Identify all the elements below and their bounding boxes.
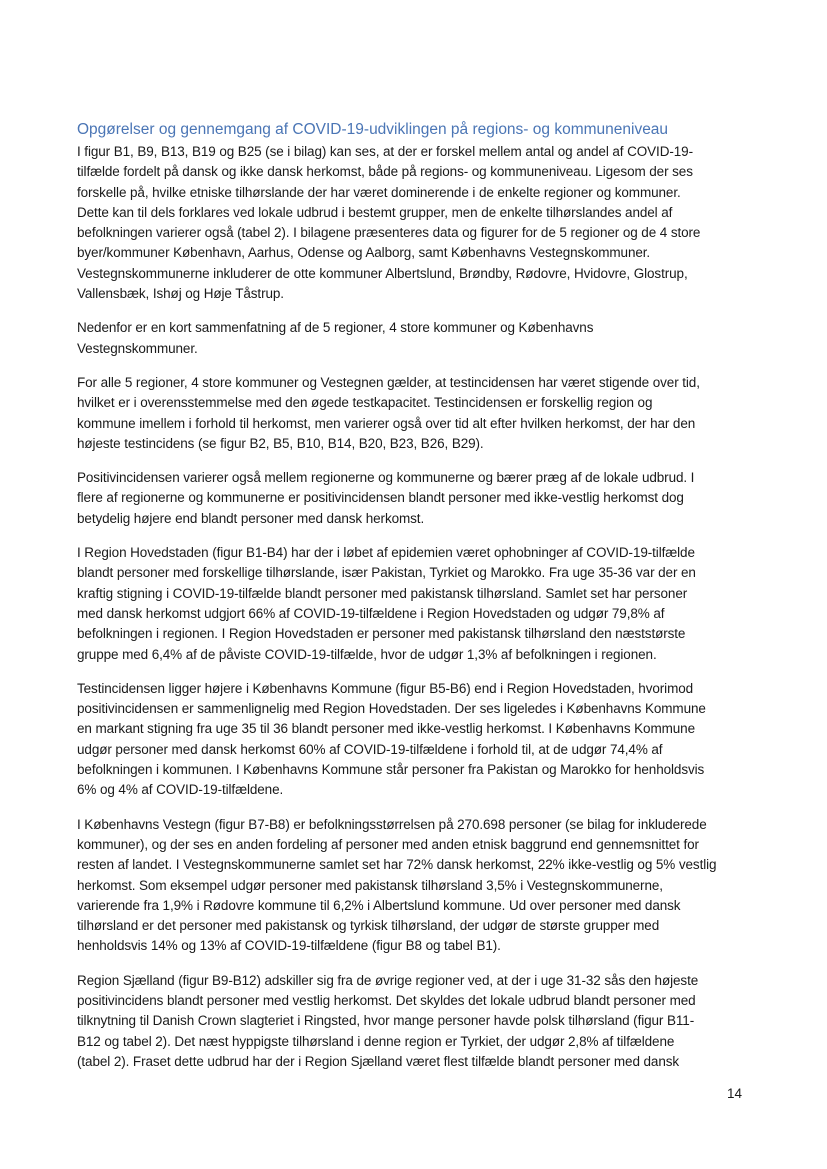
- paragraph-line: varierende fra 1,9% i Rødovre kommune til 6,2% i Albertslund kommune. Ud over personer med dansk: [77, 897, 681, 913]
- paragraph-line: kraftig stigning i COVID-19-tilfælde blandt personer med pakistansk tilhørsland. Samlet set har personer: [77, 585, 688, 601]
- paragraph-line: I Københavns Vestegn (figur B7-B8) er befolkningsstørrelsen på 270.698 personer (se bilag for inkluderede: [77, 816, 707, 832]
- paragraph-line: herkomst. Som eksempel udgør personer med pakistansk tilhørsland 3,5% i Vestegnskommunerne,: [77, 877, 663, 893]
- paragraph-line: befolkningen i regionen. I Region Hovedstaden er personer med pakistansk tilhørsland den næststørste: [77, 626, 686, 642]
- body-text: [77, 142, 757, 1086]
- paragraph: [77, 142, 757, 304]
- paragraph-line: Testincidensen ligger højere i Københavns Kommune (figur B5-B6) end i Region Hovedstaden, hvorimod: [77, 680, 694, 696]
- paragraph-line: tilhørsland er det personer med pakistansk og tyrkisk tilhørsland, der udgør de største grupper med: [77, 918, 660, 934]
- section-heading: Opgørelser og gennemgang af COVID-19-udviklingen på regions- og kommuneniveau: [77, 121, 669, 138]
- paragraph: [77, 971, 757, 1072]
- paragraph-line: (tabel 2). Fraset dette udbrud har der i Region Sjælland været flest tilfælde blandt personer med dansk: [77, 1053, 680, 1069]
- paragraph-line: Vallensbæk, Ishøj og Høje Tåstrup.: [77, 286, 284, 302]
- paragraph-line: Dette kan til dels forklares ved lokale udbrud i bestemt grupper, men de enkelte tilhørslandes andel af: [77, 204, 673, 220]
- paragraph-line: Vestegnskommuner.: [77, 340, 198, 356]
- paragraph: [77, 679, 757, 801]
- paragraph-line: henholdsvis 14% og 13% af COVID-19-tilfældene (figur B8 og tabel B1).: [77, 938, 501, 954]
- paragraph-line: højeste testincidens (se figur B2, B5, B10, B14, B20, B23, B26, B29).: [77, 435, 484, 451]
- paragraph: [77, 318, 757, 359]
- paragraph-line: tilfælde fordelt på dansk og ikke dansk herkomst, både på regions- og kommuneniveau. Ligesom der ses: [77, 164, 693, 180]
- paragraph-line: I Region Hovedstaden (figur B1-B4) har der i løbet af epidemien været ophobninger af COVID-19-tilfælde: [77, 545, 695, 561]
- paragraph-line: betydelig højere end blandt personer med dansk herkomst.: [77, 510, 425, 526]
- paragraph-line: kommune imellem i forhold til herkomst, men varierer også over tid alt efter hvilken herkomst, der har den: [77, 415, 696, 431]
- paragraph: [77, 543, 757, 665]
- paragraph-line: Region Sjælland (figur B9-B12) adskiller sig fra de øvrige regioner ved, at der i uge 31-32 sås den højeste: [77, 972, 699, 988]
- paragraph: [77, 468, 757, 529]
- paragraph-line: befolkningen i kommunen. I Københavns Kommune står personer fra Pakistan og Marokko for henholdsvis: [77, 762, 705, 778]
- paragraph-line: I figur B1, B9, B13, B19 og B25 (se i bilag) kan ses, at der er forskel mellem antal og andel af COVID-19-: [77, 144, 693, 159]
- paragraph-line: Vestegnskommunerne inkluderer de otte kommuner Albertslund, Brøndby, Rødovre, Hvidovre, Glostrup,: [77, 265, 688, 281]
- paragraph-line: en markant stigning fra uge 35 til 36 blandt personer med ikke-vestlig herkomst. I Københavns Kommune: [77, 721, 695, 737]
- paragraph: [77, 815, 757, 957]
- paragraph-line: Nedenfor er en kort sammenfatning af de 5 regioner, 4 store kommuner og Københavns: [77, 320, 594, 336]
- paragraph-line: blandt personer med forskellige tilhørslande, især Pakistan, Tyrkiet og Marokko. Fra uge 35-36 var der en: [77, 565, 696, 581]
- paragraph-line: For alle 5 regioner, 4 store kommuner og Vestegnen gælder, at testincidensen har været stigende over tid,: [77, 374, 700, 390]
- paragraph-line: Positivincidensen varierer også mellem regionerne og kommunerne og bærer præg af de lokale udbrud. I: [77, 470, 695, 486]
- paragraph-line: hvilket er i overensstemmelse med den øgede testkapacitet. Testincidensen er forskellig region og: [77, 395, 653, 411]
- paragraph-line: tilknytning til Danish Crown slagteriet i Ringsted, hvor mange personer havde polsk tilhørsland (figur B11-: [77, 1013, 695, 1029]
- paragraph-line: positivincidensen er sammenlignelig med Region Hovedstaden. Der ses ligeledes i Københavns Kommune: [77, 701, 706, 717]
- paragraph-line: B12 og tabel 2). Det næst hyppigste tilhørsland i denne region er Tyrkiet, der udgør 2,8% af tilfældene: [77, 1033, 675, 1049]
- paragraph-line: udgør personer med dansk herkomst 60% af COVID-19-tilfældene i forhold til, at de udgør 74,4% af: [77, 741, 663, 757]
- paragraph-line: befolkningen varierer også (tabel 2). I bilagene præsenteres data og figurer for de 5 regioner og de 4 store: [77, 225, 701, 241]
- paragraph-line: forskelle på, hvilke etniske tilhørslande der har været dominerende i de enkelte regioner og kommuner.: [77, 184, 681, 200]
- paragraph-line: flere af regionerne og kommunerne er positivincidensen blandt personer med ikke-vestlig herkomst dog: [77, 490, 684, 506]
- paragraph-line: resten af landet. I Vestegnskommunerne samlet set har 72% dansk herkomst, 22% ikke-vestlig og 5% vestlig: [77, 857, 717, 873]
- paragraph-line: gruppe med 6,4% af de påviste COVID-19-tilfælde, hvor de udgør 1,3% af befolkningen i regionen.: [77, 646, 657, 662]
- paragraph-line: 6% og 4% af COVID-19-tilfældene.: [77, 782, 284, 798]
- page-number: 14: [727, 1086, 743, 1101]
- paragraph: [77, 373, 757, 454]
- paragraph-line: byer/kommuner København, Aarhus, Odense og Aalborg, samt Københavns Vestegnskommuner.: [77, 245, 651, 261]
- paragraph-line: positivincidens blandt personer med vestlig herkomst. Det skyldes det lokale udbrud blandt personer med: [77, 992, 696, 1008]
- paragraph-line: kommuner), og der ses en anden fordeling af personer med anden etnisk baggrund end gennemsnittet for: [77, 836, 699, 852]
- paragraph-line: med dansk herkomst udgjort 66% af COVID-19-tilfældene i Region Hovedstaden og udgør 79,8% af: [77, 605, 665, 621]
